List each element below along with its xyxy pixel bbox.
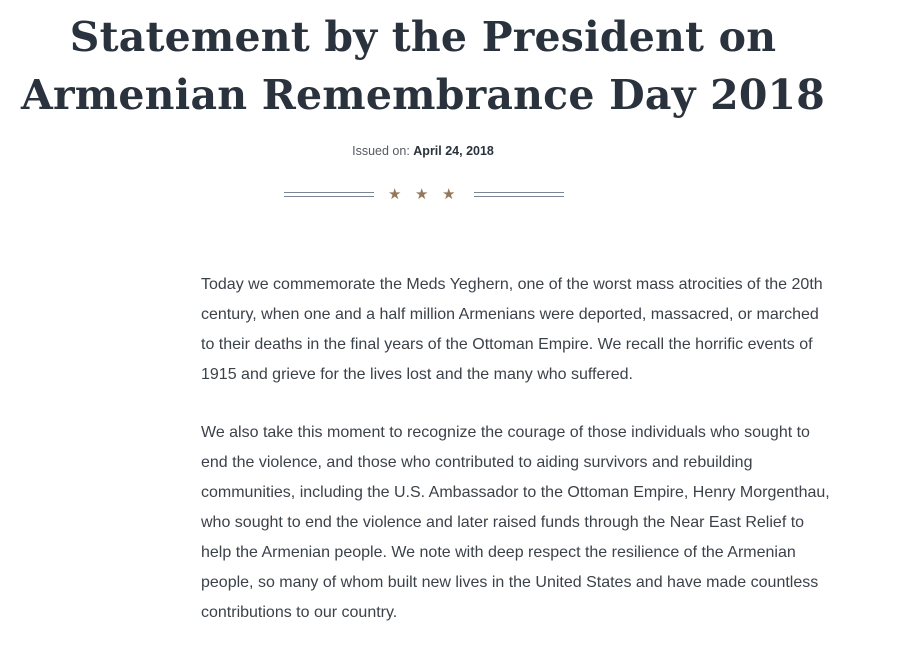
statement-body: [201, 270, 831, 656]
star-icon: ★: [388, 186, 402, 203]
section-divider: [284, 183, 564, 207]
divider-line-left: [284, 192, 374, 197]
issued-label: Issued on:: [352, 144, 410, 158]
page-title: Statement by the President on Armenian Remembrance Day 2018: [20, 13, 826, 119]
issued-date-line: [0, 144, 846, 158]
star-icon: ★: [442, 186, 456, 203]
statement-paragraph: Today we commemorate the Meds Yeghern, one of the worst mass atrocities of the 20th century, when one and a half million Armenians were deported, massacred, or marched to their deaths in the final years of the Ottoman Empire. We recall the horrific events of 1915 and grieve for the lives lost and the many who suffered.: [201, 276, 823, 383]
divider-line-right: [474, 192, 564, 197]
statement-paragraph: We also take this moment to recognize the courage of those individuals who sought to end the violence, and those who contributed to aiding survivors and rebuilding communities, including the U.S. Ambassador to the Ottoman Empire, Henry Morgenthau, who sought to end the violence and later raised funds through the Near East Relief to help the Armenian people. We note with deep respect the resilience of the Armenian people, so many of whom built new lives in the United States and have made countless contributions to our country.: [201, 424, 830, 621]
star-icon: ★: [415, 186, 429, 203]
issued-date: April 24, 2018: [413, 144, 494, 158]
